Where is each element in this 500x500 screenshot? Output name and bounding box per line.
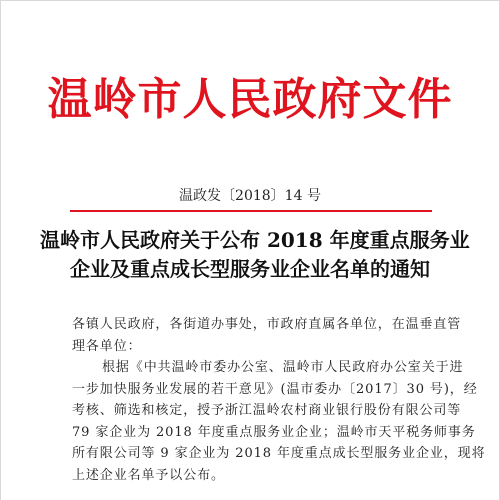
body-line-1: 各镇人民政府，各街道办事处，市政府直属各单位，在温垂直管 <box>72 317 462 332</box>
body-line-8: 上述企业名单予以公布。 <box>72 467 225 483</box>
page-border-top <box>0 0 500 1</box>
body-line-7: 所有限公司等 9 家企业为 2018 年度重点成长型服务业企业，现将 <box>72 446 486 461</box>
document-title <box>40 226 470 284</box>
body-line-2: 理各单位： <box>72 338 142 354</box>
body-line-6: 79 家企业为 2018 年度重点服务业企业；温岭市天平税务师事务 <box>72 424 476 440</box>
document-masthead: 温岭市人民政府文件 <box>47 74 453 125</box>
body-line-3: 根据《中共温岭市委办公室、温岭市人民政府办公室关于进 <box>102 360 464 375</box>
body-line-5: 考核、筛选和核定，授予浙江温岭农村商业银行股份有限公司等 <box>72 403 462 418</box>
red-separator-rule <box>70 210 432 212</box>
document-number: 温政发〔2018〕14 号 <box>179 188 321 204</box>
title-line-2: 企业及重点成长型服务业企业名单的通知 <box>70 257 430 281</box>
body-line-4: 一步加快服务业发展的若干意见》(温市委办〔2017〕30 号)，经 <box>72 381 478 397</box>
title-line-1: 温岭市人民政府关于公布 2018 年度重点服务业 <box>40 228 470 252</box>
document-body <box>72 314 486 486</box>
